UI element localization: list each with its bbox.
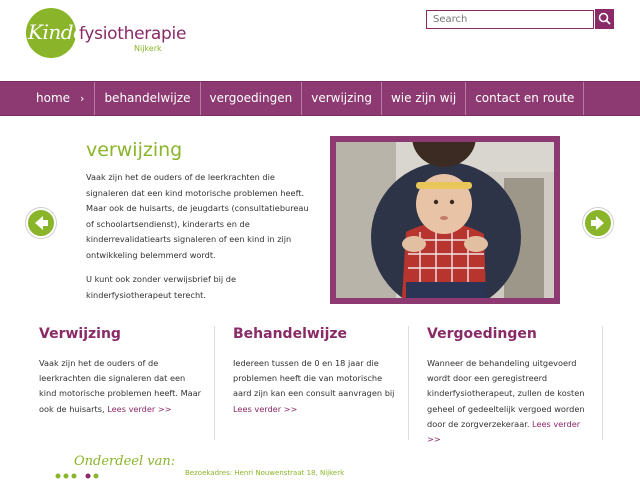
nav-vergoedingen[interactable]: vergoedingen [200, 82, 302, 115]
card-text [39, 356, 203, 417]
nav-behandelwijze[interactable]: behandelwijze [94, 82, 199, 115]
nav-wie-zijn-wij[interactable]: wie zijn wij [381, 82, 465, 115]
slider-next-button[interactable] [583, 208, 613, 238]
search-input[interactable] [426, 10, 594, 29]
slider-prev-button[interactable] [26, 208, 56, 238]
logo-fysio-text: fysiotherapie [79, 24, 187, 44]
logo-city-text: Nijkerk [134, 44, 162, 53]
slider-paragraph: U kunt ook zonder verwijsbrief bij de kinderfysiotherapeut terecht. [86, 274, 237, 300]
card-title: Vergoedingen [427, 326, 537, 342]
arrow-right-icon [585, 210, 611, 236]
baby-photo [336, 142, 554, 298]
card-body: Iedereen tussen de 0 en 18 jaar die problemen heeft die van motorische aard zijn kan een consult aanvragen bij [233, 358, 395, 399]
column-divider [602, 326, 603, 440]
card-vergoedingen [427, 326, 591, 447]
nav-verwijzing[interactable]: verwijzing [301, 82, 381, 115]
card-verwijzing [39, 326, 203, 417]
card-title: Verwijzing [39, 326, 121, 342]
main-nav [0, 81, 640, 116]
logo-kinder-text: Kinder [28, 20, 94, 44]
column-divider [408, 326, 409, 440]
slider-text [86, 170, 318, 312]
nav-home[interactable] [26, 82, 94, 115]
card-body: Vaak zijn het de ouders of de leerkrachten die signaleren dat een kind motorische problemen heeft. Maar ook de huisarts, [39, 358, 202, 414]
nav-contact-en-route[interactable]: contact en route [465, 82, 584, 115]
footer-partner-label: Onderdeel van: [74, 454, 176, 469]
chevron-right-icon: › [80, 92, 85, 105]
footer-address: Bezoekadres: Henri Nouwenstraat 18, Nijkerk [185, 469, 345, 477]
slider-title: verwijzing [86, 139, 183, 161]
header [0, 0, 640, 82]
card-title: Behandelwijze [233, 326, 348, 342]
card-behandelwijze [233, 326, 397, 417]
nav-home-label: home [36, 91, 71, 105]
partner-logo-icon [52, 472, 132, 480]
read-more-link[interactable]: Lees verder >> [107, 403, 172, 414]
logo[interactable] [26, 8, 187, 60]
read-more-link[interactable]: Lees verder >> [233, 403, 298, 414]
card-text [233, 356, 397, 417]
column-divider [214, 326, 215, 440]
search-icon [595, 9, 614, 29]
read-more-link[interactable]: Lees verder >> [427, 418, 581, 445]
card-text [427, 356, 591, 447]
slider-paragraph: Vaak zijn het de ouders of de leerkrachten die signaleren dat een kind motorische problemen heeft. Maar ook de huisarts, de jeugdarts (consultatiebureau of schoolartsendienst), kinderarts en de kinderrevalidatiearts signaleren of een kind in zijn ontwikkeling belemmerd wordt. [86, 172, 309, 260]
card-body: Wanneer de behandeling uitgevoerd wordt door een geregistreerd kinderfysiotherapeut, zullen de kosten geheel of gedeeltelijk vergoed worden door de zorgverzekeraar. [427, 358, 585, 429]
arrow-left-icon [28, 210, 54, 236]
search-button[interactable] [595, 9, 614, 29]
